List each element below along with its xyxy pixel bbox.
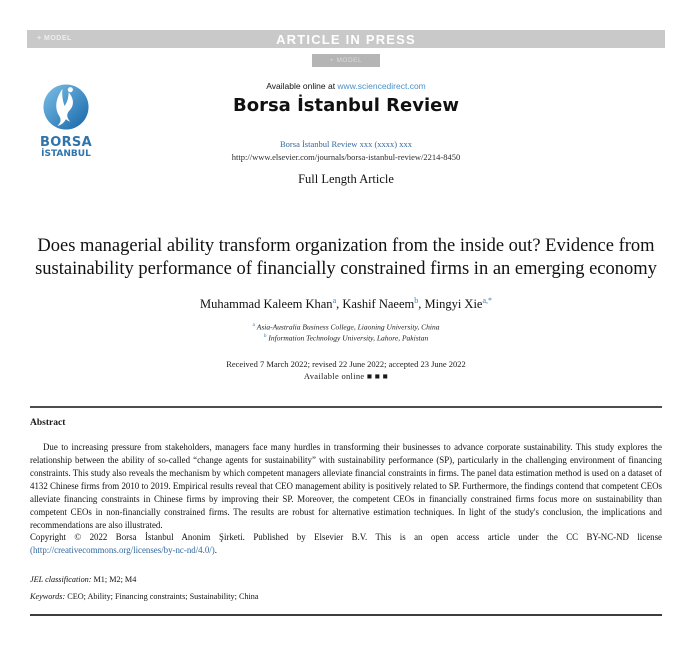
keywords-label: Keywords: <box>30 592 66 602</box>
author-affiliation-marker: b <box>414 295 419 305</box>
author-affiliation-marker: a <box>332 295 337 305</box>
jel-classification <box>30 575 662 584</box>
affiliation-text: Information Technology University, Lahore, Pakistan <box>266 333 429 343</box>
author-name: Kashif Naeem <box>342 297 415 312</box>
affiliation-line <box>0 333 692 344</box>
journal-url-link[interactable]: http://www.elsevier.com/journals/borsa-istanbul-review/2214-8450 <box>231 152 461 162</box>
author-separator: , <box>418 297 425 312</box>
copyright-notice <box>30 531 662 557</box>
author-name: Mingyi Xie <box>424 297 483 312</box>
author-affiliation-marker: a,* <box>482 295 493 305</box>
sciencedirect-link[interactable]: www.sciencedirect.com <box>337 81 426 91</box>
borsa-istanbul-logo-icon <box>40 81 92 133</box>
model-badge: + MODEL <box>312 54 380 67</box>
journal-header <box>0 79 692 225</box>
logo-text-borsa: BORSA <box>40 135 92 150</box>
article-in-press-banner <box>27 30 665 48</box>
author-list <box>0 296 692 312</box>
journal-citation: Borsa İstanbul Review xxx (xxxx) xxx <box>280 139 412 149</box>
author-separator: , <box>336 297 343 312</box>
section-divider-top <box>30 406 662 408</box>
section-divider-bottom <box>30 614 662 616</box>
model-label: + MODEL <box>37 35 72 42</box>
logo-text-istanbul: İSTANBUL <box>41 148 91 159</box>
article-title: Does managerial ability transform organization from the inside out? Evidence from sustainability performance of financially constrained firms in an emerging economy <box>35 236 657 280</box>
available-online-line <box>0 81 692 91</box>
article-in-press-label: ARTICLE IN PRESS <box>276 31 416 47</box>
author-name: Muhammad Kaleem Khan <box>199 297 333 312</box>
affiliation-line <box>0 322 692 333</box>
affiliation-marker: b <box>263 333 267 340</box>
copyright-suffix: . <box>214 545 217 556</box>
keywords-value: CEO; Ability; Financing constraints; Sustainability; China <box>65 592 259 602</box>
available-online-status: Available online ■ ■ ■ <box>303 371 389 382</box>
journal-masthead: Borsa İstanbul Review <box>232 95 459 116</box>
borsa-istanbul-logo <box>36 81 96 160</box>
abstract-heading: Abstract <box>30 418 66 429</box>
jel-label: JEL classification: <box>30 575 92 585</box>
article-type-label: Full Length Article <box>298 172 394 186</box>
license-link[interactable]: (http://creativecommons.org/licenses/by-nc-nd/4.0/) <box>30 545 215 556</box>
affiliation-text: Asia-Australia Business College, Liaoning University, China <box>255 322 440 332</box>
article-history: Received 7 March 2022; revised 22 June 2022; accepted 23 June 2022 <box>226 359 466 370</box>
jel-value: M1; M2; M4 <box>91 575 137 585</box>
affiliation-marker: a <box>252 322 255 329</box>
copyright-text: Copyright © 2022 Borsa İstanbul Anonim Şirketi. Published by Elsevier B.V. This is an open access article under the CC BY-NC-ND license <box>30 532 662 543</box>
abstract-text: Due to increasing pressure from stakeholders, managers face many hurdles in transforming their businesses to advance corporate sustainability. This study explores the relationship between the ability of so-called “change agents for sustainability” with sustainability performance (SP), particularly in the challenging environment of financing constraints. This study also reveals the mechanism by which competent managers alleviate financial constraints in firms. The panel data estimation method is used on a dataset of 4132 Chinese firms from 2010 to 2019. Empirical results reveal that CEO management ability is positively related to SP. Furthermore, the findings contend that competent CEOs alleviate financing constraints in Chinese firms by improving their SP. Moreover, the competent CEOs in financially constrained firms focus more on sustainability than competent CEOs in non-financially constrained firms. The results are robust for alternative estimation techniques. In light of the study's conclusion, the implications and recommendations are also illustrated. <box>30 442 662 530</box>
available-online-prefix: Available online at <box>266 81 338 91</box>
affiliation-list <box>0 322 692 344</box>
keywords <box>30 592 662 601</box>
